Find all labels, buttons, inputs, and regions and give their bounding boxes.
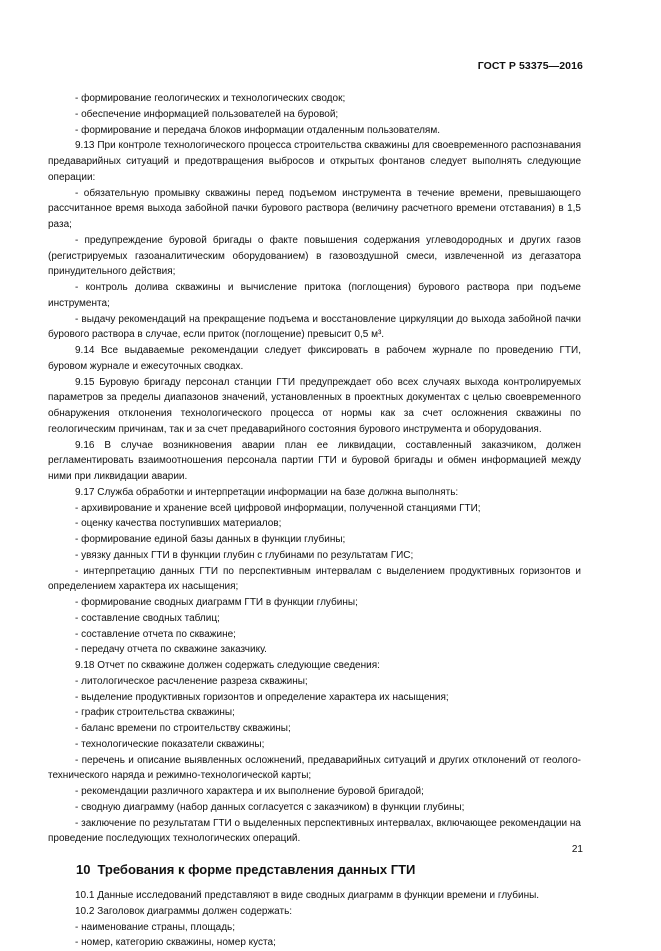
paragraph: - формирование и передача блоков информации отдаленным пользователям. xyxy=(75,124,440,136)
paragraph: - увязку данных ГТИ в функции глубин с глубинами по результатам ГИС; xyxy=(75,549,414,561)
clause-9-13: 9.13 При контроле технологического процесса строительства скважины для своевременного распознавания предаварийных ситуаций и предотвращения выбросов и открытых фонтанов следует выполнять следующие операции: xyxy=(48,140,581,183)
paragraph: - формирование геологических и технологических сводок; xyxy=(75,93,346,104)
paragraph: - формирование единой базы данных в функции глубины; xyxy=(75,534,346,545)
paragraph: - обеспечение информацией пользователей на буровой; xyxy=(75,108,339,120)
paragraph: - график строительства скважины; xyxy=(75,707,235,719)
paragraph: - заключение по результатам ГТИ о выделенных перспективных интервалах, включающее рекомендации на проведение последующих технологических операций. xyxy=(48,817,581,845)
section-heading xyxy=(48,862,581,878)
paragraph: - обязательную промывку скважины перед подъемом инструмента в течение времени, превышающего рассчитанное время выхода забойной пачки бурового раствора (величину расчетного времени отставания) в 1,5 раза; xyxy=(48,187,581,230)
paragraph: - составление отчета по скважине; xyxy=(75,628,236,640)
clause-10-1: 10.1 Данные исследований представляют в виде сводных диаграмм в функции времени и глубины. xyxy=(75,890,540,901)
clause-9-15: 9.15 Буровую бригаду персонал станции ГТИ предупреждает обо всех случаях выхода контролируемых параметров за пределы диапазонов значений, установленных в проектных документах с целью своевременного обнаружения отклонения технологического процесса от нормы как за счет осложнения скважины по геологическим причинам, так и за счет предаварийного состояния бурового инструмента и оборудования. xyxy=(48,376,581,435)
section-title: Требования к форме представления данных ГТИ xyxy=(97,862,416,877)
clause-9-18: 9.18 Отчет по скважине должен содержать следующие сведения: xyxy=(75,660,380,671)
clause-9-16: 9.16 В случае возникновения аварии план ее ликвидации, составленный заказчиком, должен регламентировать взаимоотношения персонала партии ГТИ и буровой бригады и обмен информацией между ними при ликвидации аварии. xyxy=(48,439,581,482)
paragraph: - интерпретацию данных ГТИ по перспективным интервалам с выделением продуктивных горизонтов и определением характера их насыщения; xyxy=(48,565,581,593)
page-number: 21 xyxy=(571,844,583,855)
paragraph: - контроль долива скважины и вычисление притока (поглощения) бурового раствора при подъеме инструмента; xyxy=(48,282,581,309)
standard-header: ГОСТ Р 53375—2016 xyxy=(477,60,583,72)
clause-10-2: 10.2 Заголовок диаграммы должен содержать: xyxy=(75,905,293,917)
paragraph: - оценку качества поступивших материалов; xyxy=(75,518,282,530)
paragraph: - номер, категорию скважины, номер куста; xyxy=(75,937,276,949)
paragraph: - сводную диаграмму (набор данных согласуется с заказчиком) в функции глубины; xyxy=(75,801,465,813)
paragraph: - архивирование и хранение всей цифровой информации, полученной станциями ГТИ; xyxy=(75,502,481,514)
paragraph: - наименование страны, площадь; xyxy=(75,921,236,933)
clause-9-14: 9.14 Все выдаваемые рекомендации следует фиксировать в рабочем журнале по проведению ГТИ, буровом журнале и ежесуточных сводках. xyxy=(48,345,581,372)
document-body xyxy=(48,91,581,951)
paragraph: - литологическое расчленение разреза скважины; xyxy=(75,675,308,687)
clause-9-17: 9.17 Служба обработки и интерпретации информации на базе должна выполнять: xyxy=(75,486,459,498)
paragraph: - выделение продуктивных горизонтов и определение характера их насыщения; xyxy=(75,691,449,703)
paragraph: - выдачу рекомендаций на прекращение подъема и восстановление циркуляции до выхода забойной пачки бурового раствора в случае, если приток (поглощение) превысит 0,5 м³. xyxy=(48,313,581,341)
paragraph: - технологические показатели скважины; xyxy=(75,738,265,750)
paragraph: - передачу отчета по скважине заказчику. xyxy=(75,644,267,656)
paragraph: - предупреждение буровой бригады о факте повышения содержания углеводородных и других газов (регистрируемых газоаналитическим оборудованием) в газовоздушной смеси, извлеченной из дегазатора принудительного действия; xyxy=(48,234,581,278)
paragraph: - баланс времени по строительству скважины; xyxy=(75,723,291,734)
paragraph: - рекомендации различного характера и их выполнение буровой бригадой; xyxy=(75,786,424,797)
paragraph: - составление сводных таблиц; xyxy=(75,612,220,624)
paragraph: - перечень и описание выявленных осложнений, предаварийных ситуаций и других отклонений от геолого-технического наряда и режимно-технологической карты; xyxy=(48,754,581,782)
section-number: 10 xyxy=(76,862,91,877)
paragraph: - формирование сводных диаграмм ГТИ в функции глубины; xyxy=(75,597,358,608)
